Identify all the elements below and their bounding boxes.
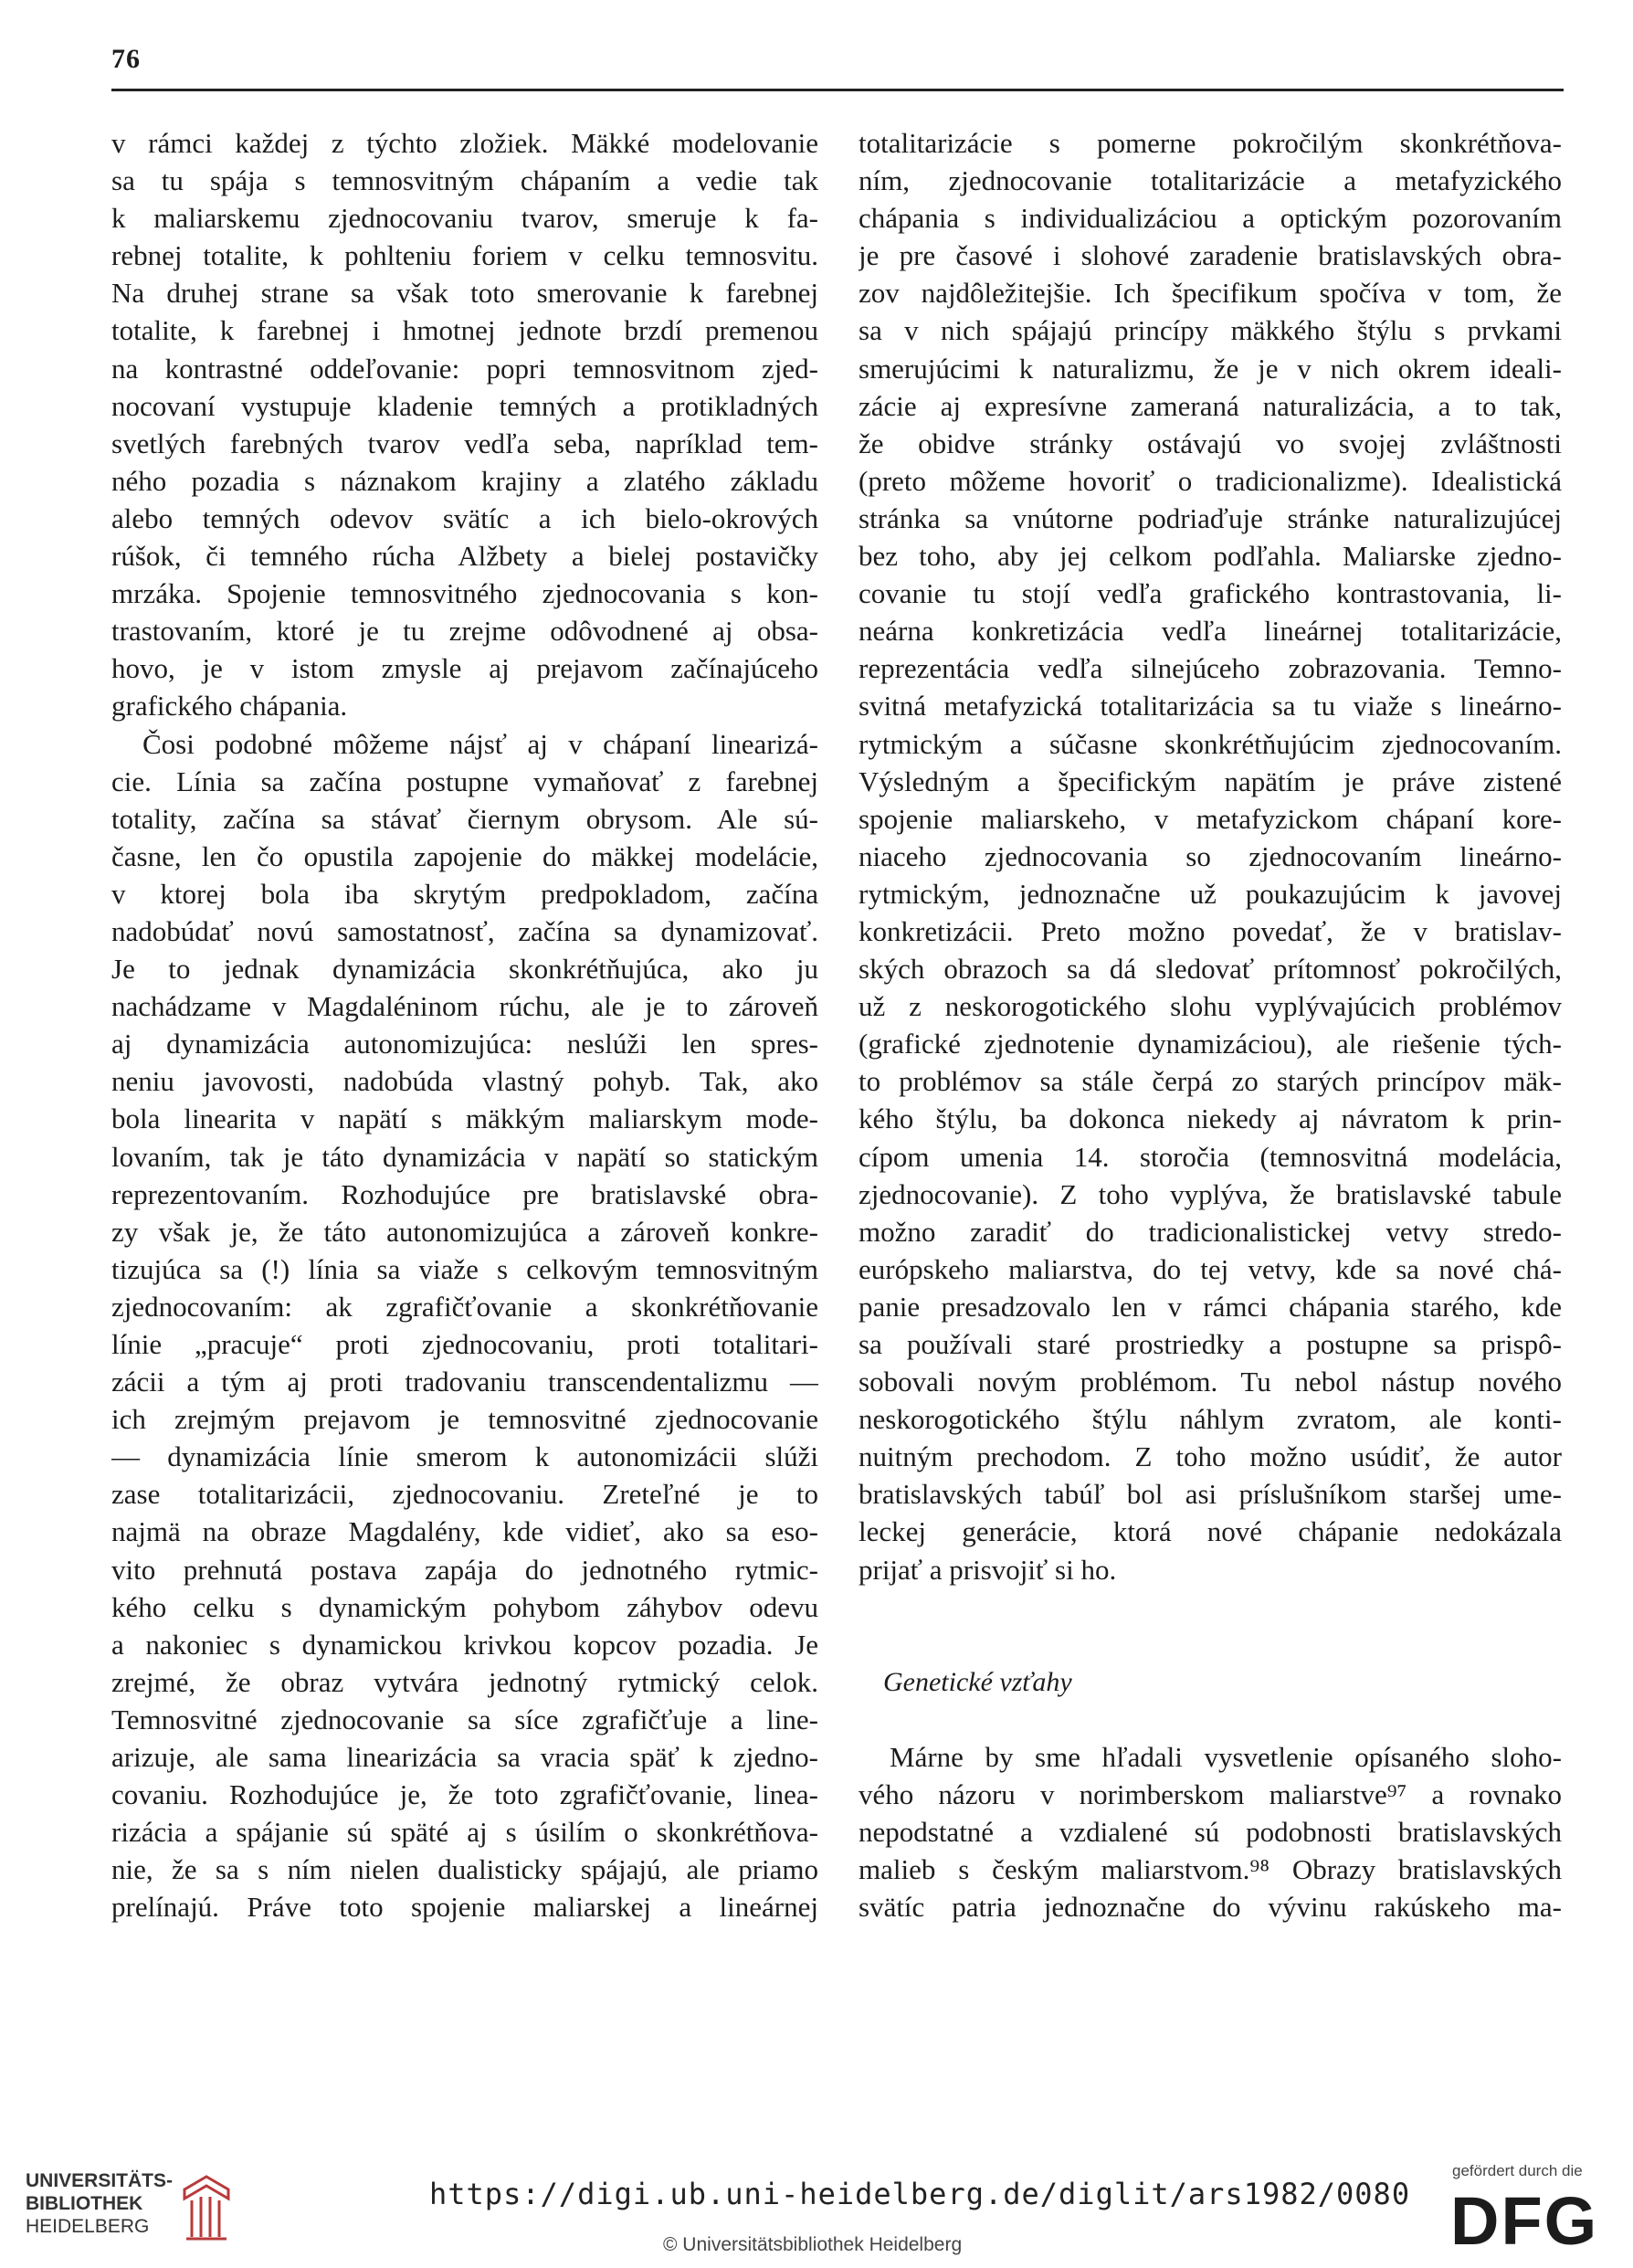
text-line: Je to jednak dynamizácia skonkrétňujúca, ako ju [111,953,818,986]
text-line: kého štýlu, ba dokonca niekedy aj návratom k prin- [859,1102,1562,1135]
text-line: niaceho zjednocovania so zjednocovaním lineárno- [859,839,1562,872]
text-line: bez toho, aby jej celkom podľahla. Maliarske zjedno- [859,540,1562,573]
text-line: panie presadzovalo len v rámci chápania starého, kde [859,1290,1562,1323]
text-line: možno zaradiť do tradicionalistickej vetvy stredo- [859,1215,1562,1248]
text-line: totalite, k farebnej i hmotnej jednote brzdí premenou [111,314,818,347]
library-emblem-icon [179,2171,234,2242]
text-line: neárna konkretizácia vedľa lineárnej totalitarizácie, [859,615,1562,648]
text-line: Na druhej strane sa však toto smerovanie k farebnej [111,277,818,310]
text-line: rizácia a spájanie sú späté aj s úsilím o skonkrétňova- [111,1816,818,1849]
paragraph-spacer [859,1701,1562,1738]
text-line: svetlých farebných tvarov vedľa seba, napríklad tem- [111,427,818,459]
dfg-logo[interactable] [1449,2186,1611,2252]
text-line: že obidve stránky ostávajú vo svojej zvláštnosti [859,427,1562,459]
text-line: je pre časové i slohové zaradenie bratislavských obra- [859,239,1562,272]
text-line: nuitným prechodom. Z toho možno usúdiť, že autor [859,1440,1562,1473]
text-line: Výsledným a špecifickým napätím je práve zistené [859,765,1562,797]
text-line: zase totalitarizácii, zjednocovaniu. Zreteľné je to [111,1478,818,1511]
text-line: už z neskorogotického slohu vyplývajúcich problémov [859,990,1562,1023]
text-line: sobovali novým problémom. Tu nebol nástup nového [859,1366,1562,1398]
text-line: chápania s individualizáciou a optickým pozorovaním [859,202,1562,235]
funder-label: gefördert durch die [1452,2162,1583,2179]
text-line: aj dynamizácia autonomizujúca: neslúži len spres- [111,1028,818,1060]
copyright-notice: © Universitätsbibliothek Heidelberg [663,2234,963,2255]
university-library-logo[interactable] [26,2169,327,2261]
text-line: vého názoru v norimberskom maliarstve⁹⁷ a rovnako [859,1778,1562,1811]
text-line: (grafické zjednotenie dynamizáciou), ale riešenie tých- [859,1028,1562,1060]
text-line: leckej generácie, ktorá nové chápanie nedokázala [859,1515,1562,1548]
text-line: na kontrastné oddeľovanie: popri temnosvitnom zjed- [111,352,818,385]
text-line: totality, začína sa stávať čiernym obrysom. Ale sú- [111,802,818,835]
text-line: zjednocovaním: ak zgrafičťovanie a skonkrétňovanie [111,1290,818,1323]
dfg-logo-text: DFG [1450,2186,1599,2252]
library-name-line3: HEIDELBERG [26,2216,150,2237]
text-line: — dynamizácia línie smerom k autonomizácii slúži [111,1440,818,1473]
text-line: najmä na obraze Magdalény, kde vidieť, ako sa eso- [111,1515,818,1548]
text-line: covanie tu stojí vedľa grafického kontrastovania, li- [859,577,1562,610]
text-line: k maliarskemu zjednocovaniu tvarov, smeruje k fa- [111,202,818,235]
text-line: nadobúdať novú samostatnosť, začína sa dynamizovať. [111,914,818,947]
text-line: konkretizácii. Preto možno povedať, že v bratislav- [859,914,1562,947]
text-line: to problémov sa stále čerpá zo starých princípov mäk- [859,1065,1562,1098]
text-line: zrejmé, že obraz vytvára jednotný rytmický celok. [111,1665,818,1698]
paragraph-spacer [859,1626,1562,1663]
text-line: Márne by sme hľadali vysvetlenie opísaného sloho- [890,1741,1562,1774]
library-name [26,2169,173,2238]
text-line: zy však je, že táto autonomizujúca a zároveň konkre- [111,1215,818,1248]
text-line: zácie aj expresívne zameraná naturalizácia, a to tak, [859,389,1562,422]
text-line: nie, že sa s ním nielen dualisticky spájajú, ale priamo [111,1853,818,1886]
text-line: arizuje, ale sama linearizácia sa vracia späť k zjedno- [111,1741,818,1774]
text-line: hovo, je v istom zmysle aj prejavom začínajúceho [111,652,818,685]
text-line: a nakoniec s dynamickou krivkou kopcov pozadia. Je [111,1628,818,1661]
text-line: nocovaní vystupuje kladenie temných a protikladných [111,389,818,422]
right-text-column [859,124,1562,1926]
text-line: Čosi podobné môžeme nájsť aj v chápaní linearizá- [142,727,818,760]
text-line: smerujúcimi k naturalizmu, že je v nich okrem ideali- [859,352,1562,385]
left-text-column [111,124,818,1926]
text-line: ného pozadia s náznakom krajiny a zlatého základu [111,464,818,497]
text-line: v rámci každej z týchto zložiek. Mäkké modelovanie [111,127,818,159]
text-line: reprezentácia vedľa silnejúceho zobrazovania. Temno- [859,652,1562,685]
text-line: zácii a tým aj proti tradovaniu transcendentalizmu — [111,1366,818,1398]
text-line: neskorogotického štýlu náhlym zvratom, ale konti- [859,1403,1562,1436]
text-line: nachádzame v Magdaléninom rúchu, ale je to zároveň [111,990,818,1023]
text-line: tizujúca sa (!) línia sa viaže s celkovým temnosvitným [111,1252,818,1285]
text-line: rytmickým, jednoznačne už poukazujúcim k javovej [859,877,1562,910]
section-heading: Genetické vzťahy [883,1666,1072,1697]
text-line: kého celku s dynamickým pohybom záhybov odevu [111,1590,818,1623]
text-line: vito prehnutá postava zapája do jednotného rytmic- [111,1553,818,1586]
page-number: 76 [111,44,141,74]
text-line: cípom umenia 14. storočia (temnosvitná modelácia, [859,1140,1562,1173]
text-line: reprezentovaním. Rozhodujúce pre bratislavské obra- [111,1177,818,1210]
text-line: covaniu. Rozhodujúce je, že toto zgrafičťovanie, linea- [111,1778,818,1811]
text-line: nepodstatné a vzdialené sú podobnosti bratislavských [859,1816,1562,1849]
text-line: mrzáka. Spojenie temnosvitného zjednocovania s kon- [111,577,818,610]
text-line: zjednocovanie). Z toho vyplýva, že bratislavské tabule [859,1177,1562,1210]
text-line: v ktorej bola iba skrytým predpokladom, začína [111,877,818,910]
text-line: grafického chápania. [111,690,348,723]
text-line: prijať a prisvojiť si ho. [859,1553,1117,1586]
text-line: (preto môžeme hovoriť o tradicionalizme). Idealistická [859,464,1562,497]
text-line: trastovaním, ktoré je tu zrejme odôvodnené aj obsa- [111,615,818,648]
library-name-line2: BIBLIOTHEK [26,2193,143,2214]
text-line: prelínajú. Práve toto spojenie maliarskej a lineárnej [111,1891,818,1924]
text-line: rúšok, či temného rúcha Alžbety a bielej postavičky [111,540,818,573]
text-line: rytmickým a súčasne skonkrétňujúcim zjednocovaním. [859,727,1562,760]
text-line: bola linearita v napätí s mäkkým maliarskym mode- [111,1102,818,1135]
text-line: ním, zjednocovanie totalitarizácie a metafyzického [859,164,1562,197]
footer [0,2151,1633,2268]
text-line: spojenie maliarskeho, v metafyzickom chápaní kore- [859,802,1562,835]
text-line: Temnosvitné zjednocovanie sa síce zgrafičťuje a line- [111,1703,818,1735]
text-line: stránka sa vnútorne podriaďuje stránke naturalizujúcej [859,501,1562,534]
text-line: svitná metafyzická totalitarizácia sa tu viaže s lineárno- [859,690,1562,723]
text-line: sa používali staré prostriedky a postupne sa prispô- [859,1328,1562,1360]
text-line: rebnej totalite, k pohlteniu foriem v celku temnosvitu. [111,239,818,272]
text-line: svätíc patria jednoznačne do vývinu rakúskeho ma- [859,1891,1562,1924]
text-line: línie „pracuje“ proti zjednocovaniu, proti totalitari- [111,1328,818,1360]
text-line: sa tu spája s temnosvitným chápaním a vedie tak [111,164,818,197]
text-line: totalitarizácie s pomerne pokročilým skonkrétňova- [859,127,1562,159]
text-line: európskeho maliarstva, do tej vetvy, kde sa nové chá- [859,1252,1562,1285]
text-line: ich zrejmým prejavom je temnosvitné zjednocovanie [111,1403,818,1436]
header-rule [111,89,1564,91]
text-line: alebo temných odevov svätíc a ich bielo-okrových [111,501,818,534]
paragraph-spacer [859,1588,1562,1626]
text-line: cie. Línia sa začína postupne vymaňovať z farebnej [111,765,818,797]
text-line: ských obrazoch sa dá sledovať prítomnosť pokročilých, [859,953,1562,986]
text-line: zov najdôležitejšie. Ich špecifikum spočíva v tom, že [859,277,1562,310]
text-line: časne, len čo opustila zapojenie do mäkkej modelácie, [111,839,818,872]
text-line: malieb s českým maliarstvom.⁹⁸ Obrazy bratislavských [859,1853,1562,1886]
text-line: lovaním, tak je táto dynamizácia v napätí so statickým [111,1140,818,1173]
text-line: bratislavských tabúľ bol asi príslušníkom staršej ume- [859,1478,1562,1511]
permalink-url[interactable]: https://digi.ub.uni-heidelberg.de/diglit/ars1982/0080 [429,2177,1411,2211]
library-name-line1: UNIVERSITÄTS- [26,2170,174,2191]
text-line: sa v nich spájajú princípy mäkkého štýlu s prvkami [859,314,1562,347]
text-line: neniu javovosti, nadobúda vlastný pohyb. Tak, ako [111,1065,818,1098]
